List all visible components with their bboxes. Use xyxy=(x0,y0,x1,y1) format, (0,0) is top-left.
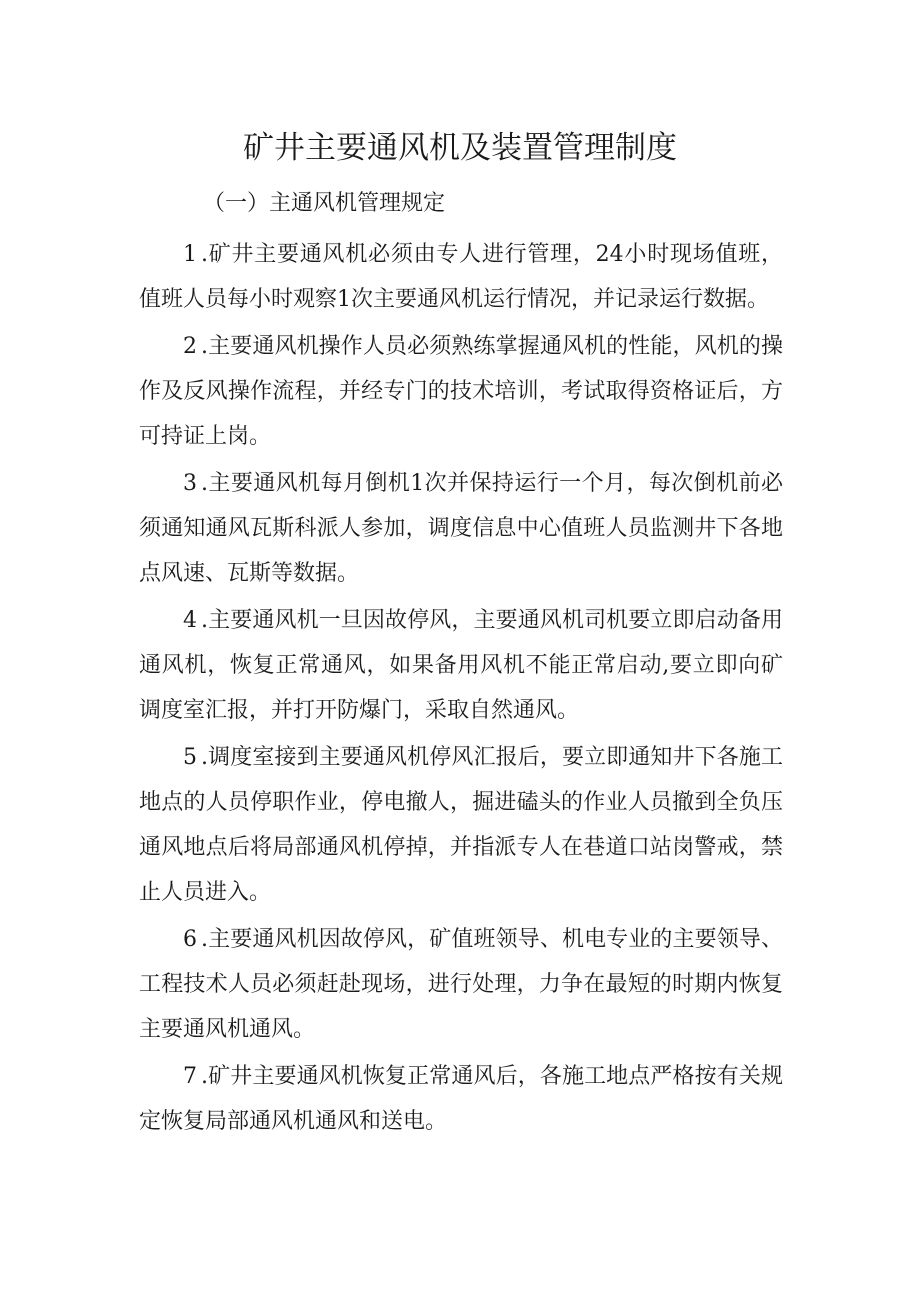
regulation-list xyxy=(139,232,783,1146)
section-heading: （一）主通风机管理规定 xyxy=(203,191,446,216)
document-title: 矿井主要通风机及装置管理制度 xyxy=(243,130,677,166)
regulation-item xyxy=(139,1054,783,1144)
item-text: .主要通风机每月倒机1次并保持运行一个月，每次倒机前必须通知通风瓦斯科派人参加，调度信息中心值班人员监测井下各地点风速、瓦斯等数据。 xyxy=(139,471,783,586)
regulation-item xyxy=(139,461,783,596)
item-number: 2 xyxy=(183,334,197,359)
regulation-item xyxy=(139,324,783,459)
item-text: .矿井主要通风机恢复正常通风后，各施工地点严格按有关规定恢复局部通风机通风和送电。 xyxy=(139,1064,783,1134)
regulation-item xyxy=(139,917,783,1052)
item-number: 5 xyxy=(183,745,197,770)
regulation-item xyxy=(139,232,783,322)
item-number: 3 xyxy=(183,471,197,496)
regulation-item xyxy=(139,598,783,733)
item-number: 6 xyxy=(183,927,197,952)
item-text: .调度室接到主要通风机停风汇报后，要立即通知井下各施工地点的人员停职作业，停电撤人，掘进磕头的作业人员撤到全负压通风地点后将局部通风机停掉，并指派专人在巷道口站岗警戒，禁止人员进入。 xyxy=(139,745,783,905)
item-number: 1 xyxy=(183,242,197,267)
item-number: 4 xyxy=(183,608,197,633)
item-text: .矿井主要通风机必须由专人进行管理，24小时现场值班，值班人员每小时观察1次主要通风机运行情况，并记录运行数据。 xyxy=(139,242,783,312)
item-text: .主要通风机因故停风，矿值班领导、机电专业的主要领导、工程技术人员必须赶赴现场，进行处理，力争在最短的时期内恢复主要通风机通风。 xyxy=(139,927,783,1042)
item-text: .主要通风机操作人员必须熟练掌握通风机的性能，风机的操作及反风操作流程，并经专门的技术培训，考试取得资格证后，方可持证上岗。 xyxy=(139,334,783,449)
regulation-item xyxy=(139,735,783,915)
item-number: 7 xyxy=(183,1064,197,1089)
item-text: .主要通风机一旦因故停风，主要通风机司机要立即启动备用通风机，恢复正常通风，如果备用风机不能正常启动,要立即向矿调度室汇报，并打开防爆门，采取自然通风。 xyxy=(139,608,783,723)
